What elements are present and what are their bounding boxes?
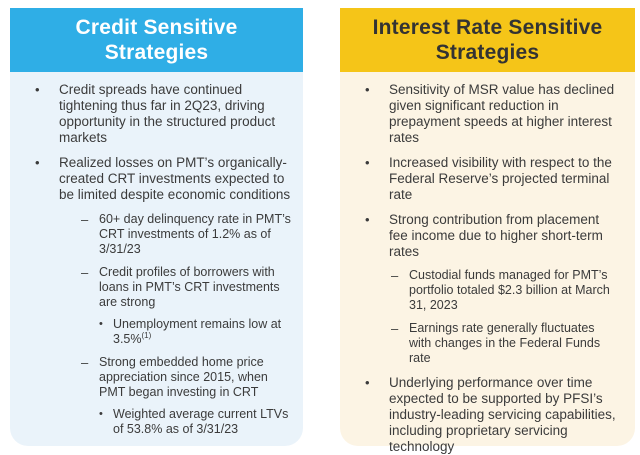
footnote-marker: (1) [141, 330, 152, 340]
sub-list-item: – 60+ day delinquency rate in PMT’s CRT investments of 1.2% as of 3/31/23 [81, 212, 291, 256]
list-item: • Credit spreads have continued tightening thus far in 2Q23, driving opportunity in the structured product markets [35, 82, 276, 145]
interest-title-line2: Strategies [435, 41, 540, 64]
list-item: • Underlying performance over time expected to be supported by PFSI’s industry-leading servicing capabilities, including proprietary servicing technology [365, 375, 616, 454]
credit-title-line2: Strategies [104, 41, 209, 64]
credit-title-line1: Credit Sensitive [75, 16, 238, 39]
sub-list-item: – Earnings rate generally fluctuates with changes in the Federal Funds rate [391, 321, 601, 365]
list-item: • Realized losses on PMT’s organically-created CRT investments expected to be limited despite economic conditions [35, 155, 291, 202]
sub-list-item: – Credit profiles of borrowers with loans in PMT’s CRT investments are strong • Unemployment remains low at 3.5%$^{(1)}$ [79, 265, 293, 347]
interest-rate-sensitive-header [340, 8, 635, 72]
sub-list-item: – Custodial funds managed for PMT’s portfolio totaled $2.3 billion at March 31, 2023 [391, 268, 610, 312]
list-item: • Sensitivity of MSR value has declined given significant reduction in prepayment speeds at higher interest rates [365, 82, 615, 145]
interest-rate-sensitive-panel [340, 8, 635, 454]
interest-title-line1: Interest Rate Sensitive [372, 16, 603, 39]
sub-sub-list-item: • Unemployment remains low at 3.5%$^{(1)}$ [99, 317, 282, 346]
list-item: • Strong contribution from placement fee income due to higher short-term rates – Custodial funds managed for PMT’s portfolio totaled $2.3 billion at March 31, 2023 – Earnings rate generally fluctuates with changes in the Federal Funds rate [340, 212, 617, 366]
sub-list-item: – Strong embedded home price appreciation since 2015, when PMT began investing in CRT • Weighted average current LTVs of 53.8% as of 3/31/23 [79, 355, 293, 437]
sub-sub-list-item: • Weighted average current LTVs of 53.8% as of 3/31/23 [99, 407, 289, 436]
credit-sensitive-header [10, 8, 303, 72]
list-item: • Increased visibility with respect to the Federal Reserve’s projected terminal rate [365, 155, 612, 202]
credit-sensitive-panel [10, 8, 303, 446]
